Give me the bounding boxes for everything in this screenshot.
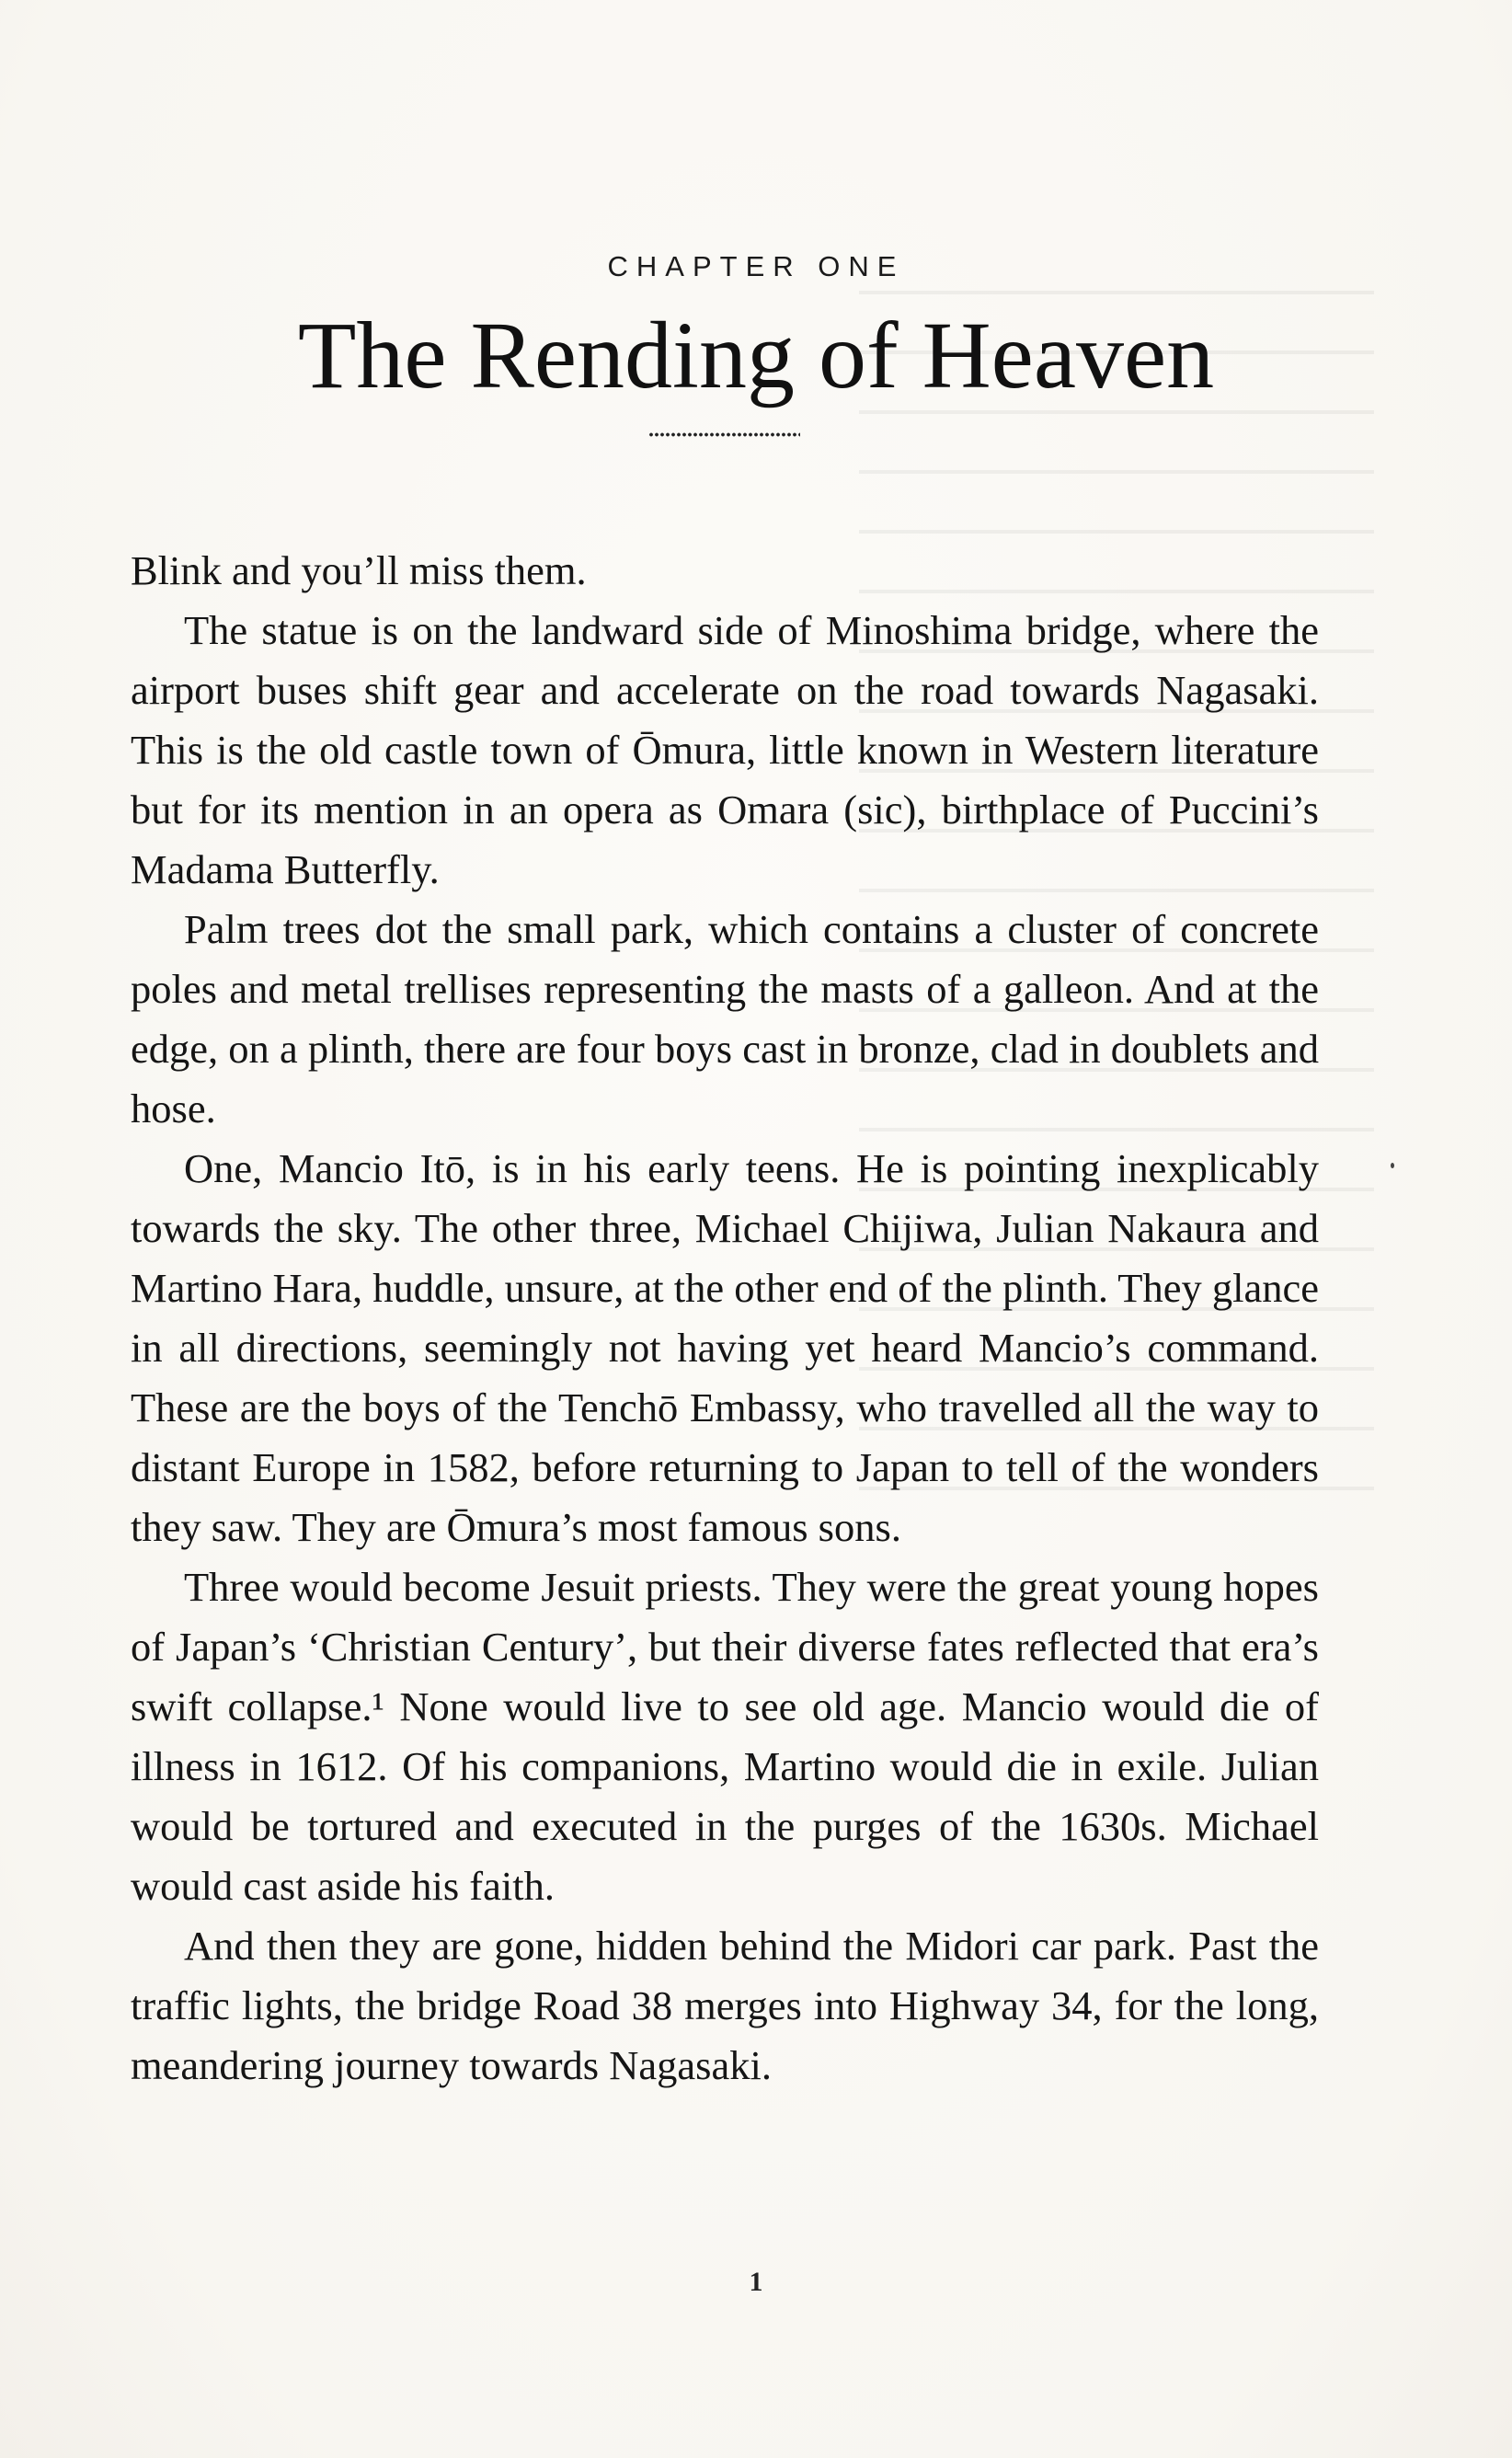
paragraph: Three would become Jesuit priests. They were the great young hopes of Japan’s ‘Christian Century’, but their diverse fates reflected that era’s swift collapse.¹ None would live to see old age. Mancio would die of illness in 1612. Of his companions, Martino would die in exile. Julian would be tortured and executed in the purges of the 1630s. Michael would cast aside his faith. <box>131 1564 1319 1909</box>
paragraph: And then they are gone, hidden behind the Midori car park. Past the traffic lights, the bridge Road 38 merges into Highway 34, for the long, meandering journey towards Nagasaki. <box>131 1923 1319 2088</box>
paragraph: One, Mancio Itō, is in his early teens. He is pointing inexplicably towards the sky. The other three, Michael Chijiwa, Julian Nakaura and Martino Hara, huddle, unsure, at the other end of the plinth. They glance in all directions, seemingly not having yet heard Mancio’s command. These are the boys of the Tenchō Embassy, who travelled all the way to distant Europe in 1582, before returning to Japan to tell of the wonders they saw. They are Ōmura’s most famous sons. <box>131 1145 1319 1550</box>
body-text <box>131 541 1319 2096</box>
paragraph: Palm trees dot the small park, which contains a cluster of concrete poles and metal trellises representing the masts of a galleon. And at the edge, on a plinth, there are four boys cast in bronze, clad in doublets and hose. <box>131 906 1319 1131</box>
chapter-label: CHAPTER ONE <box>607 250 905 282</box>
paragraph: The statue is on the landward side of Minoshima bridge, where the airport buses shift gear and accelerate on the road towards Nagasaki. This is the old castle town of Ōmura, little known in Western literature but for its mention in an opera as Omara (sic), birthplace of Puccini’s Madama Butterfly. <box>131 607 1319 892</box>
margin-mark <box>1391 1163 1394 1168</box>
page-number: 1 <box>749 2267 763 2297</box>
paragraph: Blink and you’ll miss them. <box>131 547 587 593</box>
chapter-title: The Rending of Heaven <box>297 303 1215 408</box>
dotted-ornament <box>648 432 800 437</box>
